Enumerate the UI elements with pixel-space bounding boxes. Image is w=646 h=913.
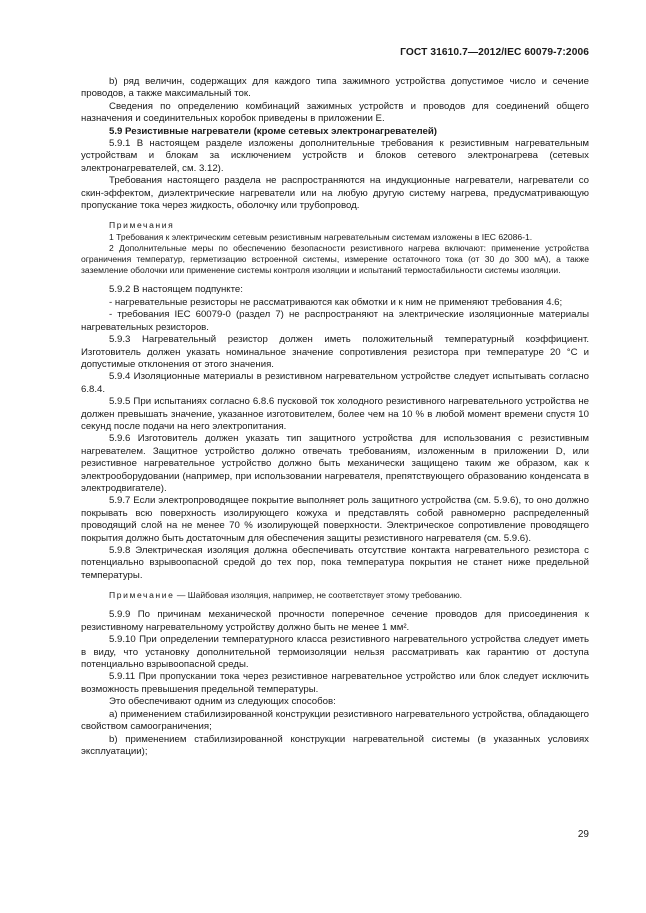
paragraph-5-9-4: 5.9.4 Изоляционные материалы в резистивном нагревательном устройстве следует испытывать согласно 6.8.4.: [81, 371, 589, 395]
notes-title: Примечания: [109, 220, 175, 231]
note-washer-insulation: [81, 590, 589, 601]
note-label: Примечание: [109, 590, 175, 601]
notes-block: [81, 220, 589, 276]
paragraph-5-9-2-item-1: - нагревательные резисторы не рассматриваются как обмотки и к ним не применяют требования 4.6;: [109, 296, 563, 308]
note-1: 1 Требования к электрическим сетевым резистивным нагревательным системам изложены в IEC 62086-1.: [109, 231, 533, 242]
standard-header: ГОСТ 31610.7—2012/IEC 60079-7:2006: [400, 47, 589, 58]
paragraph-5-9-5: 5.9.5 При испытаниях согласно 6.8.6 пусковой ток холодного резистивного нагревательного устройства не должен превышать значение, указанное изготовителем, более чем на 10 % в любой момент времени спустя 10 секунд после подачи на него электропитания.: [81, 396, 589, 432]
paragraph-annex-reference: Сведения по определению комбинаций зажимных устройств и проводов для соединений общего назначения и соединительных коробок приведены в приложении Е.: [81, 100, 589, 125]
paragraph-5-9-3: 5.9.3 Нагревательный резистор должен иметь положительный температурный коэффициент. Изготовитель должен указать номинальное значение сопротивления резистора при температуре 20 °С и допустимые отклонения от этого значения.: [81, 334, 589, 370]
paragraph-5-9-10: 5.9.10 При определении температурного класса резистивного нагревательного устройства следует иметь в виду, что установку дополнительной термоизоляции нельзя рассматривать как гарантию от доступа потенциально взрывоопасной среды.: [81, 634, 589, 671]
paragraph-method-b: b) применением стабилизированной конструкции нагревательной системы (в указанных условиях эксплуатации);: [81, 733, 589, 757]
paragraph-5-9-9: 5.9.9 По причинам механической прочности поперечное сечение проводов для присоединения к резистивному нагревательному устройству должно быть не менее 1 мм².: [81, 609, 589, 633]
note-text: — Шайбовая изоляция, например, не соответствует этому требованию.: [174, 590, 463, 601]
paragraph-scope-exclusion: Требования настоящего раздела не распространяются на индукционные нагреватели, нагреватели со скин-эффектом, диэлектрические нагреватели или на любую другую систему нагрева, предусматривающую пропускание тока через жидкость, оболочку или трубопровод.: [81, 175, 589, 212]
document-body: [81, 76, 589, 758]
paragraph-5-9-11: 5.9.11 При пропускании тока через резистивное нагревательное устройство или блок следует исключить возможность превышения предельной температуры.: [81, 671, 589, 695]
section-heading-5-9: 5.9 Резистивные нагреватели (кроме сетевых электронагревателей): [109, 125, 437, 137]
paragraph-5-9-7: 5.9.7 Если электропроводящее покрытие выполняет роль защитного устройства (см. 5.9.6), то оно должно покрывать всю поверхность изолирующего кожуха и представлять собой равномерно распределенный проводящий слой на не менее 70 % изолирующей поверхности. Электрическое сопротивление проводящего покрытия должно быть достаточным для обеспечения защиты резистивного нагревателя (см. 5.9.6).: [81, 495, 589, 544]
paragraph-list-item-b: b) ряд величин, содержащих для каждого типа зажимного устройства допустимое число и сечение проводов, а также максимальный ток.: [81, 76, 589, 100]
paragraph-5-9-1: 5.9.1 В настоящем разделе изложены дополнительные требования к резистивным нагревательным устройствам и блокам за исключением устройств и блоков сетевого электронагрева (сетевых электронагревателей, см. 3.12).: [81, 138, 589, 174]
note-2: 2 Дополнительные меры по обеспечению безопасности резистивного нагрева включают: применение устройства ограничения температур, герметизацию встроенной системы, измерение остаточного тока (от 30 до 300 мА), а также заземление оболочки или применение системы контроля изоляции и испытаний термостабильности системы изоляции.: [81, 242, 589, 276]
paragraph-5-9-8: 5.9.8 Электрическая изоляция должна обеспечивать отсутствие контакта нагревательного резистора с потенциально взрывоопасной средой до тех пор, пока температура покрытия не станет ниже предельной температуры.: [81, 545, 589, 581]
paragraph-method-a: a) применением стабилизированной конструкции резистивного нагревательного устройства, обладающего свойством самоограничения;: [81, 708, 589, 733]
paragraph-5-9-2: 5.9.2 В настоящем подпункте:: [109, 284, 243, 296]
paragraph-methods-intro: Это обеспечивают одним из следующих способов:: [109, 696, 336, 708]
page-number: 29: [577, 829, 589, 840]
paragraph-5-9-2-item-2: - требования IEC 60079-0 (раздел 7) не распространяют на электрические изоляционные материалы нагревательных резисторов.: [81, 309, 589, 333]
paragraph-5-9-6: 5.9.6 Изготовитель должен указать тип защитного устройства для использования с резистивным нагревателем. Защитное устройство должно отвечать требованиям, изложенным в приложении D, или резистивное нагревательное устройство должно быть механически защищено таким же образом, как к электрооборудовании (например, при использовании нагревателя, препятствующего образованию конденсата в электродвигателе).: [81, 433, 589, 494]
